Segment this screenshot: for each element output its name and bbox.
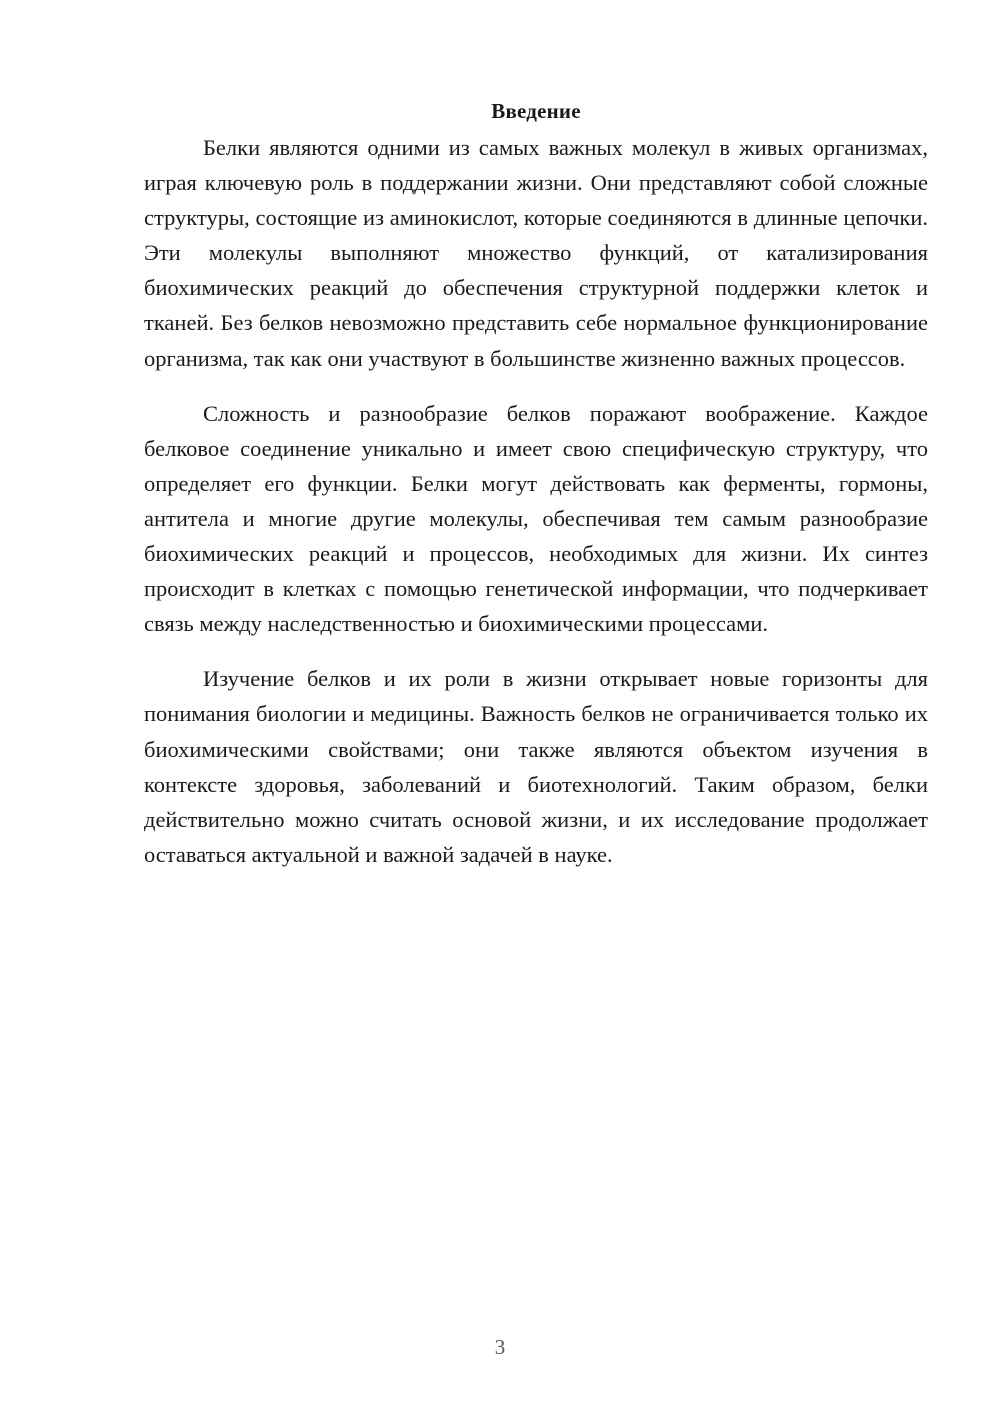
paragraph-3: Изучение белков и их роли в жизни открывает новые горизонты для понимания биологии и медицины. Важность белков не ограничивается только их биохимическими свойствами; они также являются объектом изучения в контексте здоровья, заболеваний и биотехнологий. Таким образом, белки действительно можно считать основой жизни, и их исследование продолжает оставаться актуальной и важной задачей в науке.: [144, 666, 928, 867]
paragraph-2: Сложность и разнообразие белков поражают воображение. Каждое белковое соединение уникально и имеет свою специфическую структуру, что определяет его функции. Белки могут действовать как ферменты, гормоны, антитела и многие другие молекулы, обеспечивая тем самым разнообразие биохимических реакций и процессов, необходимых для жизни. Их синтез происходит в клетках с помощью генетической информации, что подчеркивает связь между наследственностью и биохимическими процессами.: [144, 400, 928, 637]
page-number: 3: [494, 1335, 506, 1359]
page-content: [144, 96, 928, 892]
section-title: Введение: [491, 99, 581, 123]
paragraph-1: Белки являются одними из самых важных молекул в живых организмах, играя ключевую роль в поддержании жизни. Они представляют собой сложные структуры, состоящие из аминокислот, которые соединяются в длинные цепочки. Эти молекулы выполняют множество функций, от катализирования биохимических реакций до обеспечения структурной поддержки клеток и тканей. Без белков невозможно представить себе нормальное функционирование организма, так как они участвуют в большинстве жизненно важных процессов.: [144, 135, 928, 371]
